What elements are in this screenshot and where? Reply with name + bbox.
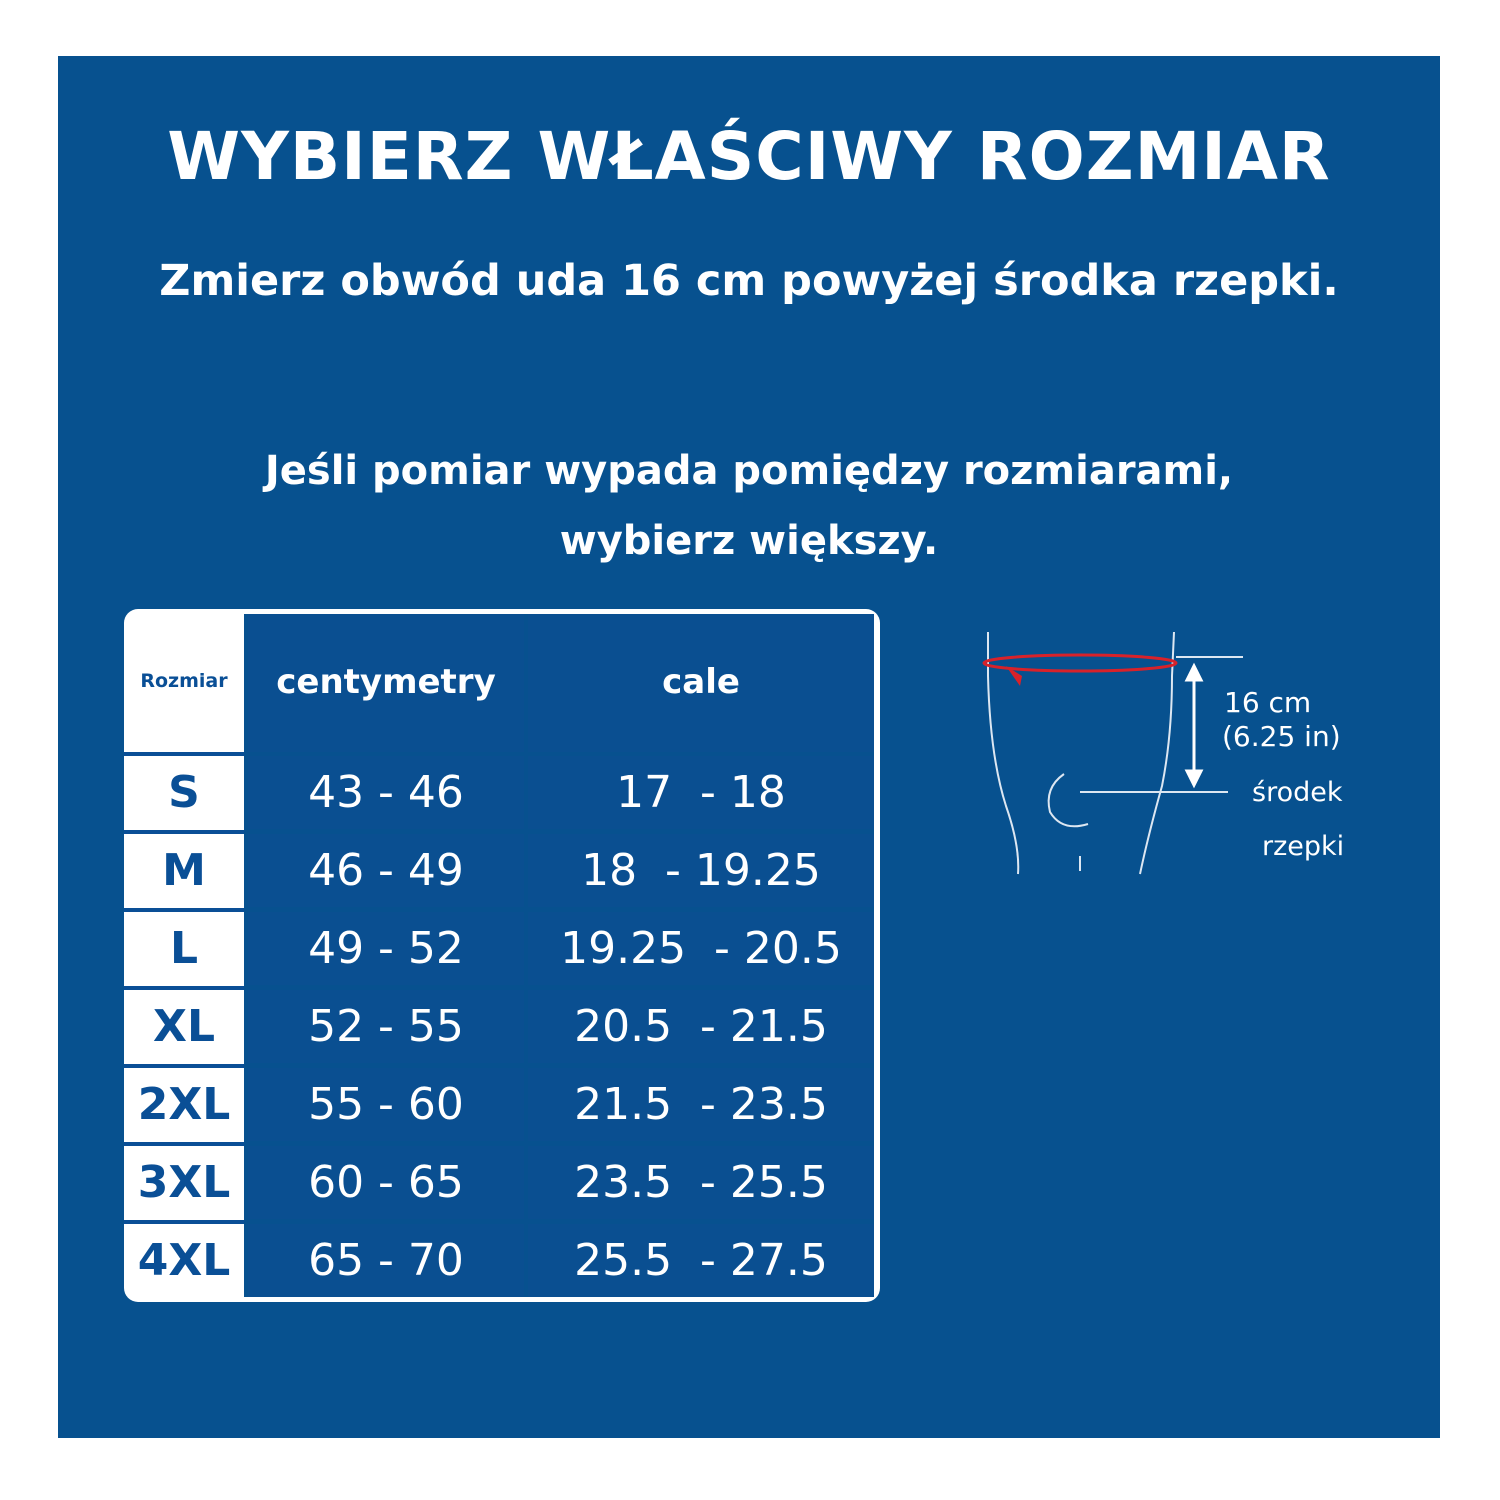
size-cell-m: M (124, 830, 244, 907)
measure-instruction: Zmierz obwód uda 16 cm powyżej środka rzepki. (159, 256, 1339, 306)
distance-in: (6.25 in) (1222, 720, 1341, 753)
knee-diagram (958, 616, 1398, 956)
in-cell: 20.5 - 21.5 (528, 990, 874, 1063)
in-header: cale (528, 614, 874, 752)
in-cell: 18 - 19.25 (528, 834, 874, 907)
cm-cell: 60 - 65 (248, 1146, 524, 1219)
size-cell-2xl: 2XL (124, 1064, 244, 1141)
note-line-1: Jeśli pomiar wypada pomiędzy rozmiarami, (264, 448, 1234, 494)
in-cell: 17 - 18 (528, 756, 874, 829)
size-column (124, 609, 244, 1302)
size-cell-xl: XL (124, 986, 244, 1063)
cm-cell: 49 - 52 (248, 912, 524, 985)
size-table (124, 609, 880, 1302)
between-sizes-note (58, 436, 1440, 576)
note-line-2: wybierz większy. (559, 518, 939, 564)
cm-header: centymetry (248, 614, 524, 752)
in-cell: 25.5 - 27.5 (528, 1224, 874, 1297)
size-cell-4xl: 4XL (124, 1220, 244, 1297)
kneecap-label-1: środek (1252, 777, 1343, 808)
size-header: Rozmiar (140, 669, 228, 692)
size-guide-panel (58, 56, 1440, 1438)
kneecap-label-2: rzepki (1262, 831, 1345, 862)
cm-cell: 46 - 49 (248, 834, 524, 907)
cm-cell: 43 - 46 (248, 756, 524, 829)
in-cell: 21.5 - 23.5 (528, 1068, 874, 1141)
size-cell-s: S (124, 752, 244, 829)
cm-cell: 65 - 70 (248, 1224, 524, 1297)
page-title: WYBIERZ WŁAŚCIWY ROZMIAR (167, 118, 1331, 195)
cm-cell: 55 - 60 (248, 1068, 524, 1141)
distance-cm: 16 cm (1224, 686, 1312, 719)
size-cell-l: L (124, 908, 244, 985)
cm-cell: 52 - 55 (248, 990, 524, 1063)
size-cell-3xl: 3XL (124, 1142, 244, 1219)
in-cell: 23.5 - 25.5 (528, 1146, 874, 1219)
in-cell: 19.25 - 20.5 (528, 912, 874, 985)
